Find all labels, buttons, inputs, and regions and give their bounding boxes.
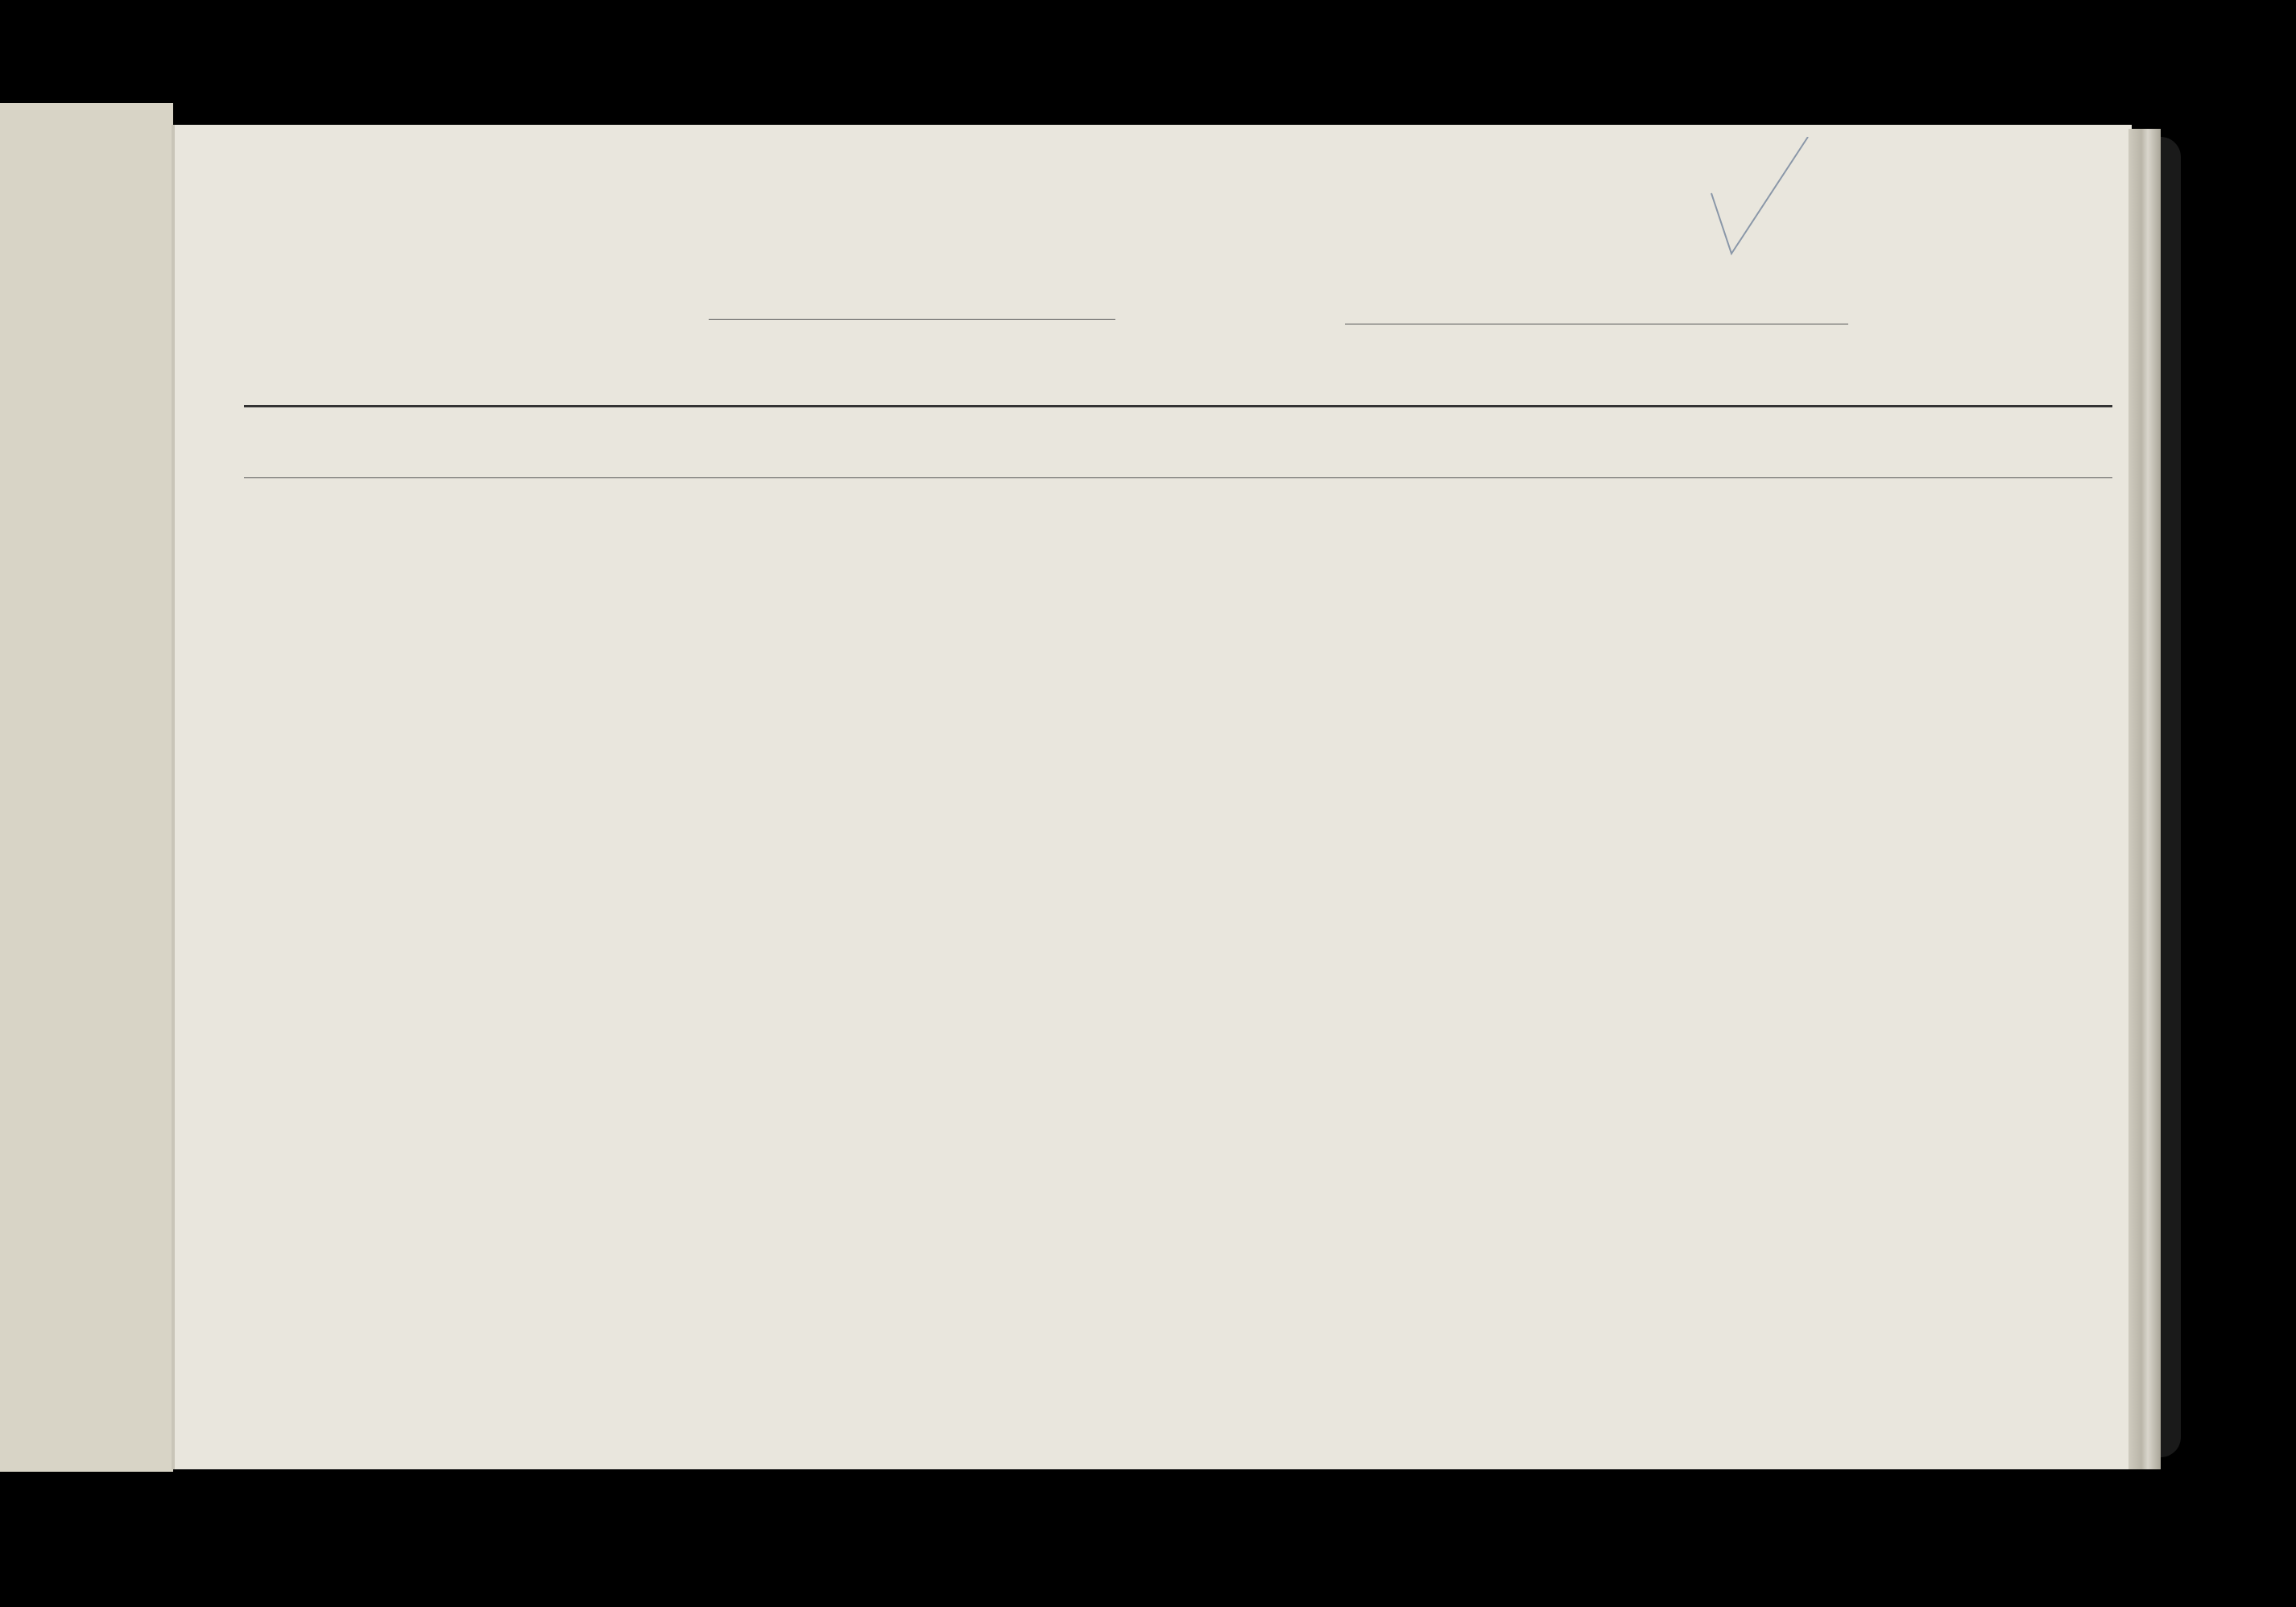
book-binding (2161, 137, 2181, 1457)
table-top-rule (244, 405, 2112, 407)
page-edge (2128, 129, 2161, 1469)
register-page (172, 125, 2132, 1469)
checkmark-icon (1707, 137, 1812, 258)
header-bottom-rule (244, 477, 2112, 478)
instructions (246, 356, 2112, 378)
left-page (0, 103, 173, 1472)
house-underline (709, 319, 1115, 320)
